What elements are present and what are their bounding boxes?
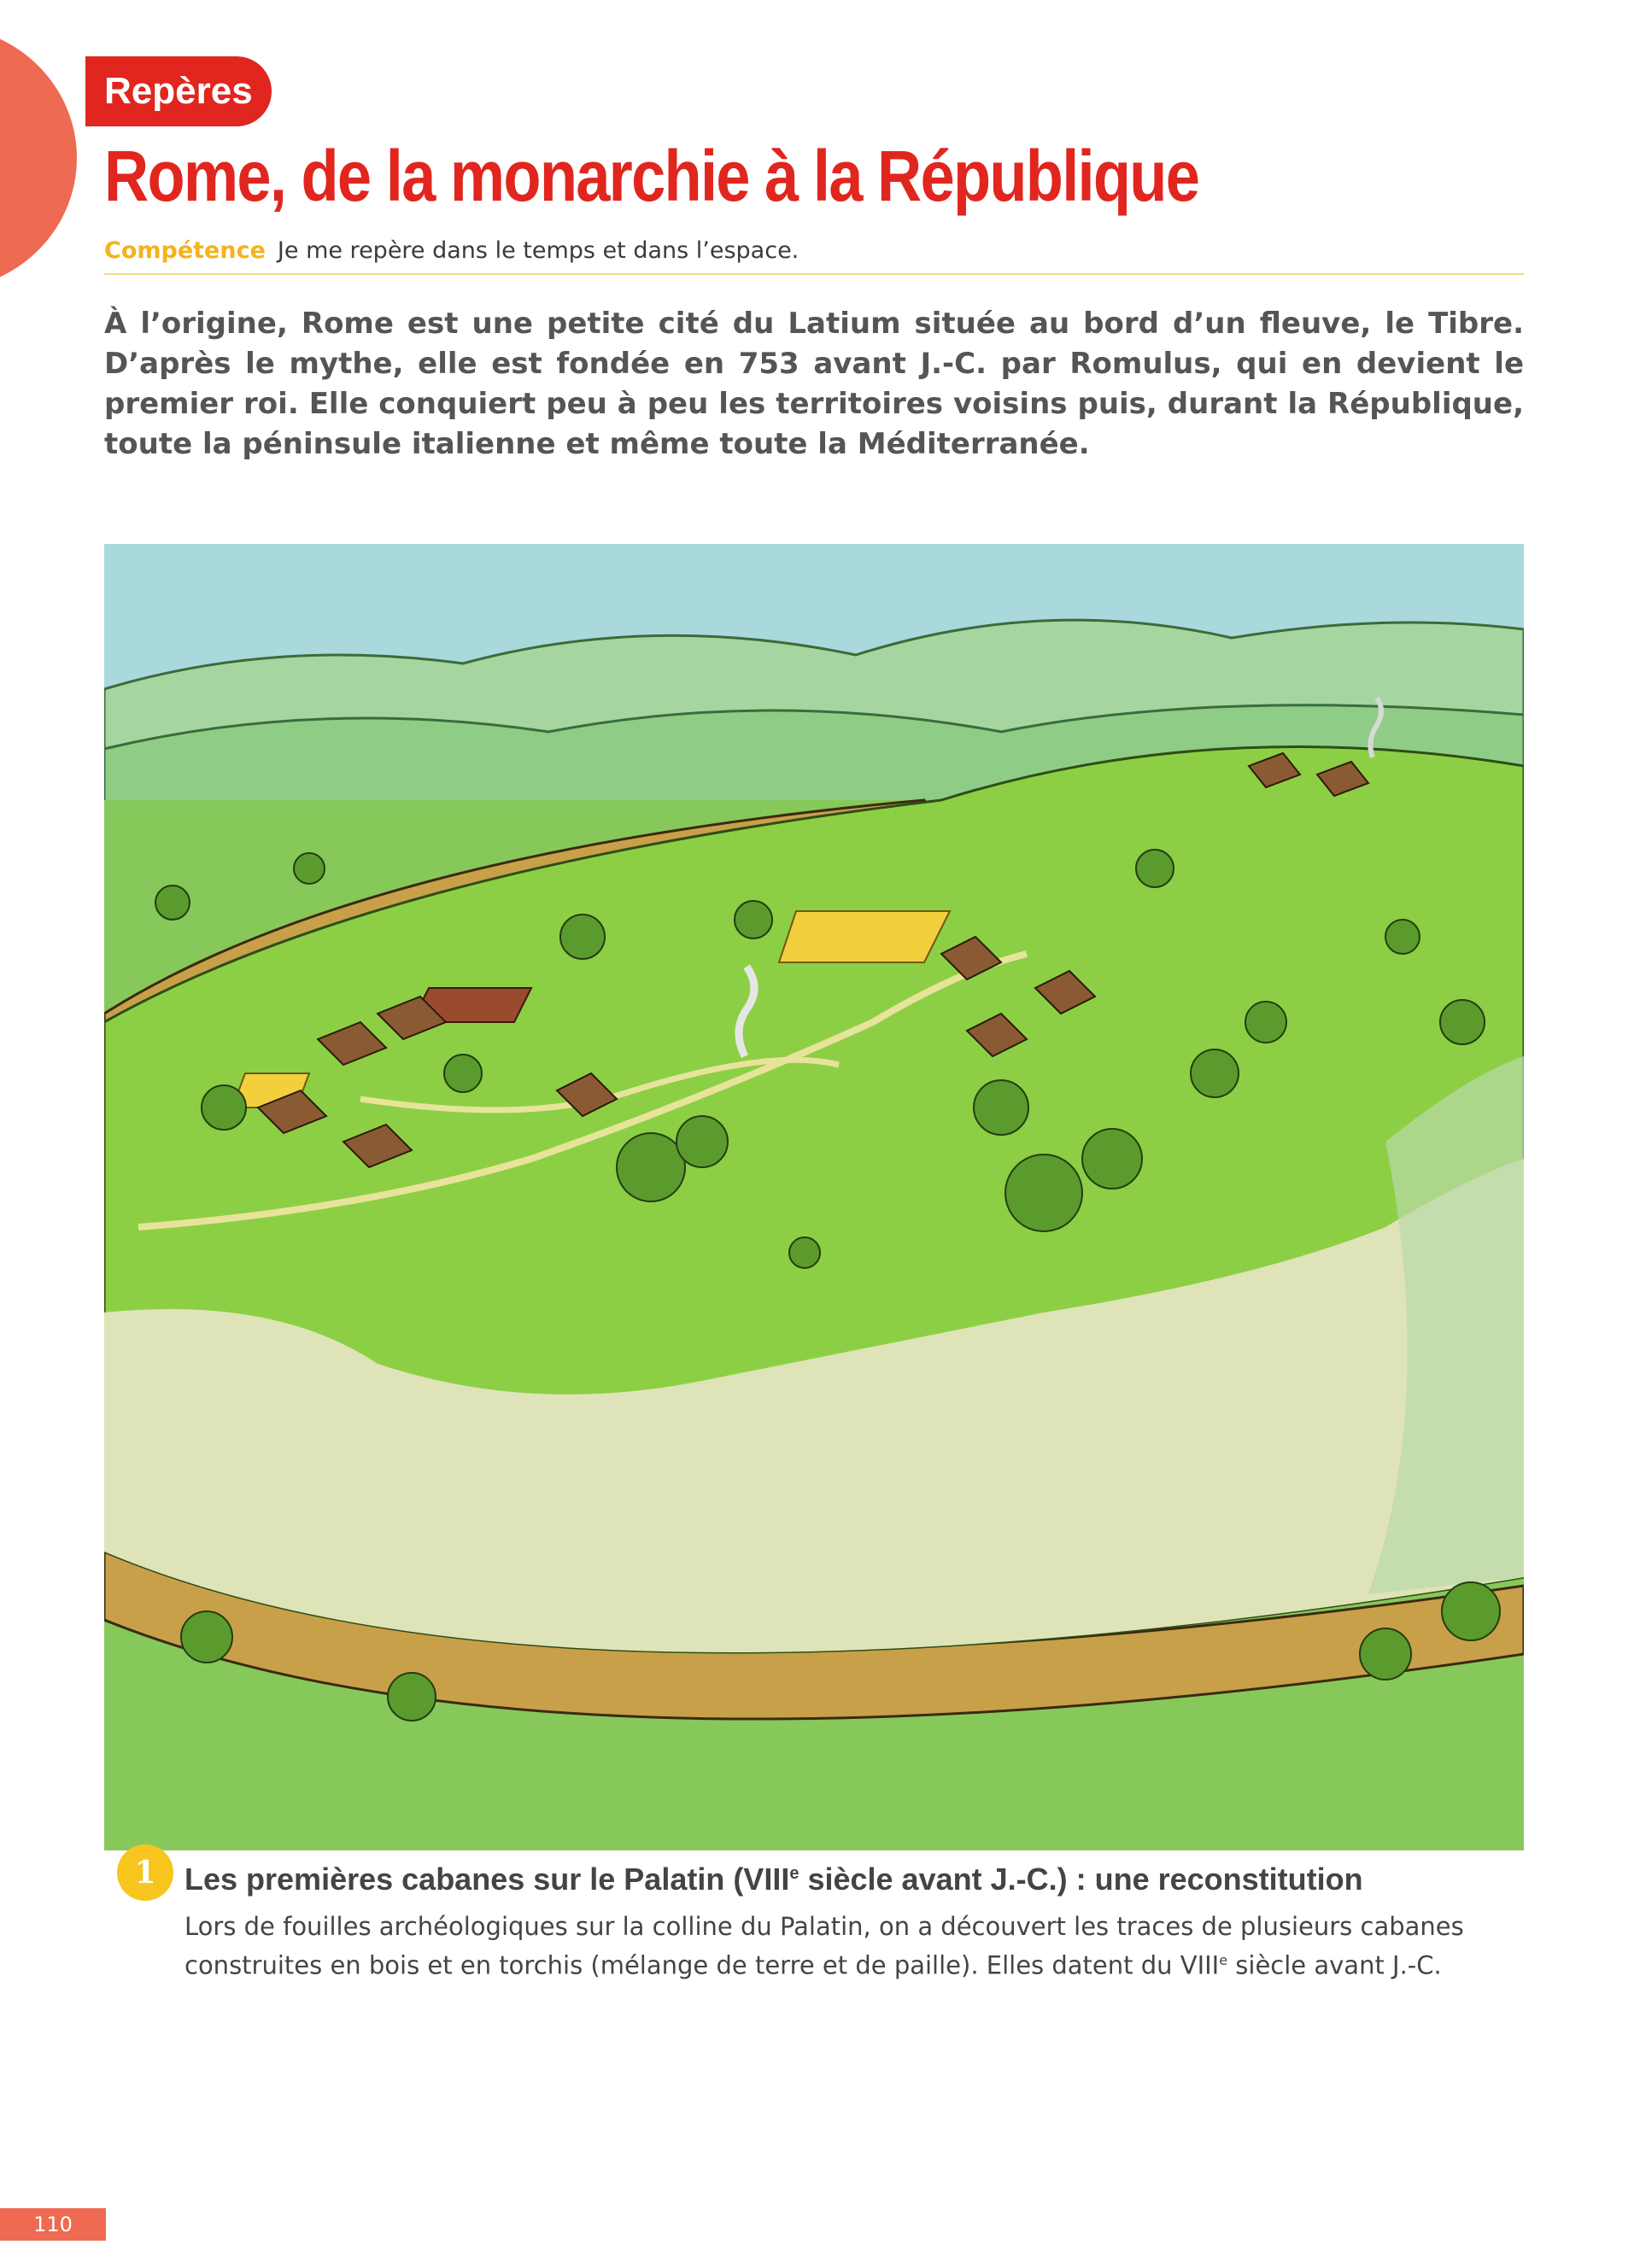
intro-paragraph: À l’origine, Rome est une petite cité du Latium située au bord d’un fleuve, le Tibre. D’après le mythe, elle est fondée en 753 avant J.-C. par Romulus, qui en devient le premier roi. Elle conquiert peu à peu les territoires voisins puis, durant la République, toute la péninsule italienne et même toute la Méditerranée.	[104, 307, 1524, 461]
document-caption-sup: e	[1219, 1952, 1228, 1968]
page-number-box	[0, 2208, 106, 2241]
competence-text: Je me repère dans le temps et dans l’espace.	[277, 237, 800, 264]
document-caption-part1: Lors de fouilles archéologiques sur la colline du Palatin, on a découvert les traces de plusieurs cabanes construites en bois et en torchis (mélange de terre et de paille). Elles datent du VIII	[184, 1912, 1464, 1980]
document-number-badge	[117, 1844, 173, 1901]
document-title-part2: siècle avant J.-C.) : une reconstitution	[799, 1862, 1363, 1897]
document-number: 1	[134, 1855, 156, 1891]
document-title-sup: e	[789, 1864, 800, 1883]
competence-label: Compétence	[104, 237, 266, 264]
page-number: 110	[33, 2212, 73, 2236]
section-tag	[85, 56, 272, 126]
document-title-part1: Les premières cabanes sur le Palatin (VIII	[184, 1862, 790, 1897]
document-caption	[184, 1909, 1517, 1983]
divider	[104, 273, 1524, 275]
corner-decoration	[0, 26, 77, 290]
document-title	[184, 1862, 1363, 1897]
document-caption-part2: siècle avant J.-C.	[1227, 1950, 1442, 1980]
palatin-illustration	[104, 544, 1524, 1850]
competence-line	[104, 237, 799, 264]
page-title: Rome, de la monarchie à la République	[104, 136, 1199, 216]
section-tag-label: Repères	[104, 70, 253, 112]
